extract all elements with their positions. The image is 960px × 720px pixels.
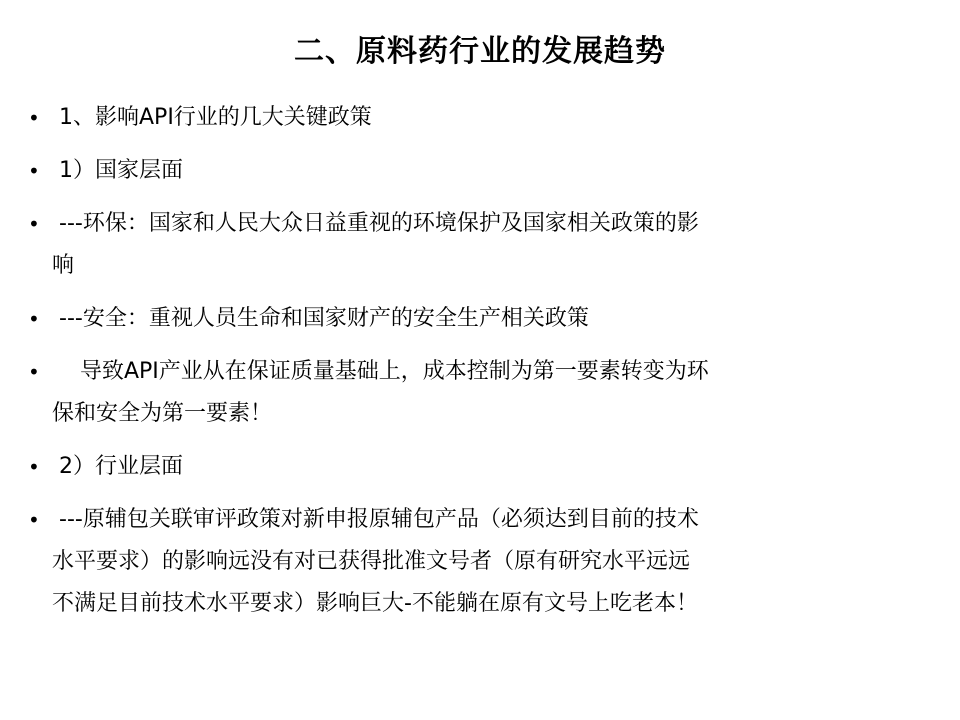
bullet-text: 1）国家层面 (52, 158, 183, 183)
bullet-item-4 (28, 298, 928, 340)
bullet-dot-icon: • (28, 455, 40, 479)
bullet-text: ---环保：国家和人民大众日益重视的环境保护及国家相关政策的影 响 (52, 211, 699, 278)
bullet-item-7 (28, 499, 928, 625)
bullet-item-3 (28, 203, 928, 287)
bullet-dot-icon: • (28, 508, 40, 532)
bullet-dot-icon: • (28, 159, 40, 183)
bullet-item-1 (28, 97, 928, 139)
bullet-text: ---安全：重视人员生命和国家财产的安全生产相关政策 (52, 306, 589, 331)
bullet-text: 2）行业层面 (52, 454, 183, 479)
bullet-list (28, 97, 928, 636)
bullet-text: ---原辅包关联审评政策对新申报原辅包产品（必须达到目前的技术 水平要求）的影响远没有对已获得批准文号者（原有研究水平远远 不满足目前技术水平要求）影响巨大-不能躺在原有文号上吃老本！ (52, 507, 699, 616)
bullet-dot-icon: • (28, 360, 40, 384)
bullet-dot-icon: • (28, 106, 40, 130)
bullet-dot-icon: • (28, 212, 40, 236)
bullet-text: 导致API产业从在保证质量基础上，成本控制为第一要素转变为环 保和安全为第一要素！ (52, 359, 709, 426)
bullet-item-2 (28, 150, 928, 192)
slide-title: 二、原料药行业的发展趋势 (294, 34, 666, 69)
bullet-item-5 (28, 351, 928, 435)
bullet-text: 1、影响API行业的几大关键政策 (52, 105, 372, 130)
bullet-item-6 (28, 446, 928, 488)
bullet-dot-icon: • (28, 307, 40, 331)
